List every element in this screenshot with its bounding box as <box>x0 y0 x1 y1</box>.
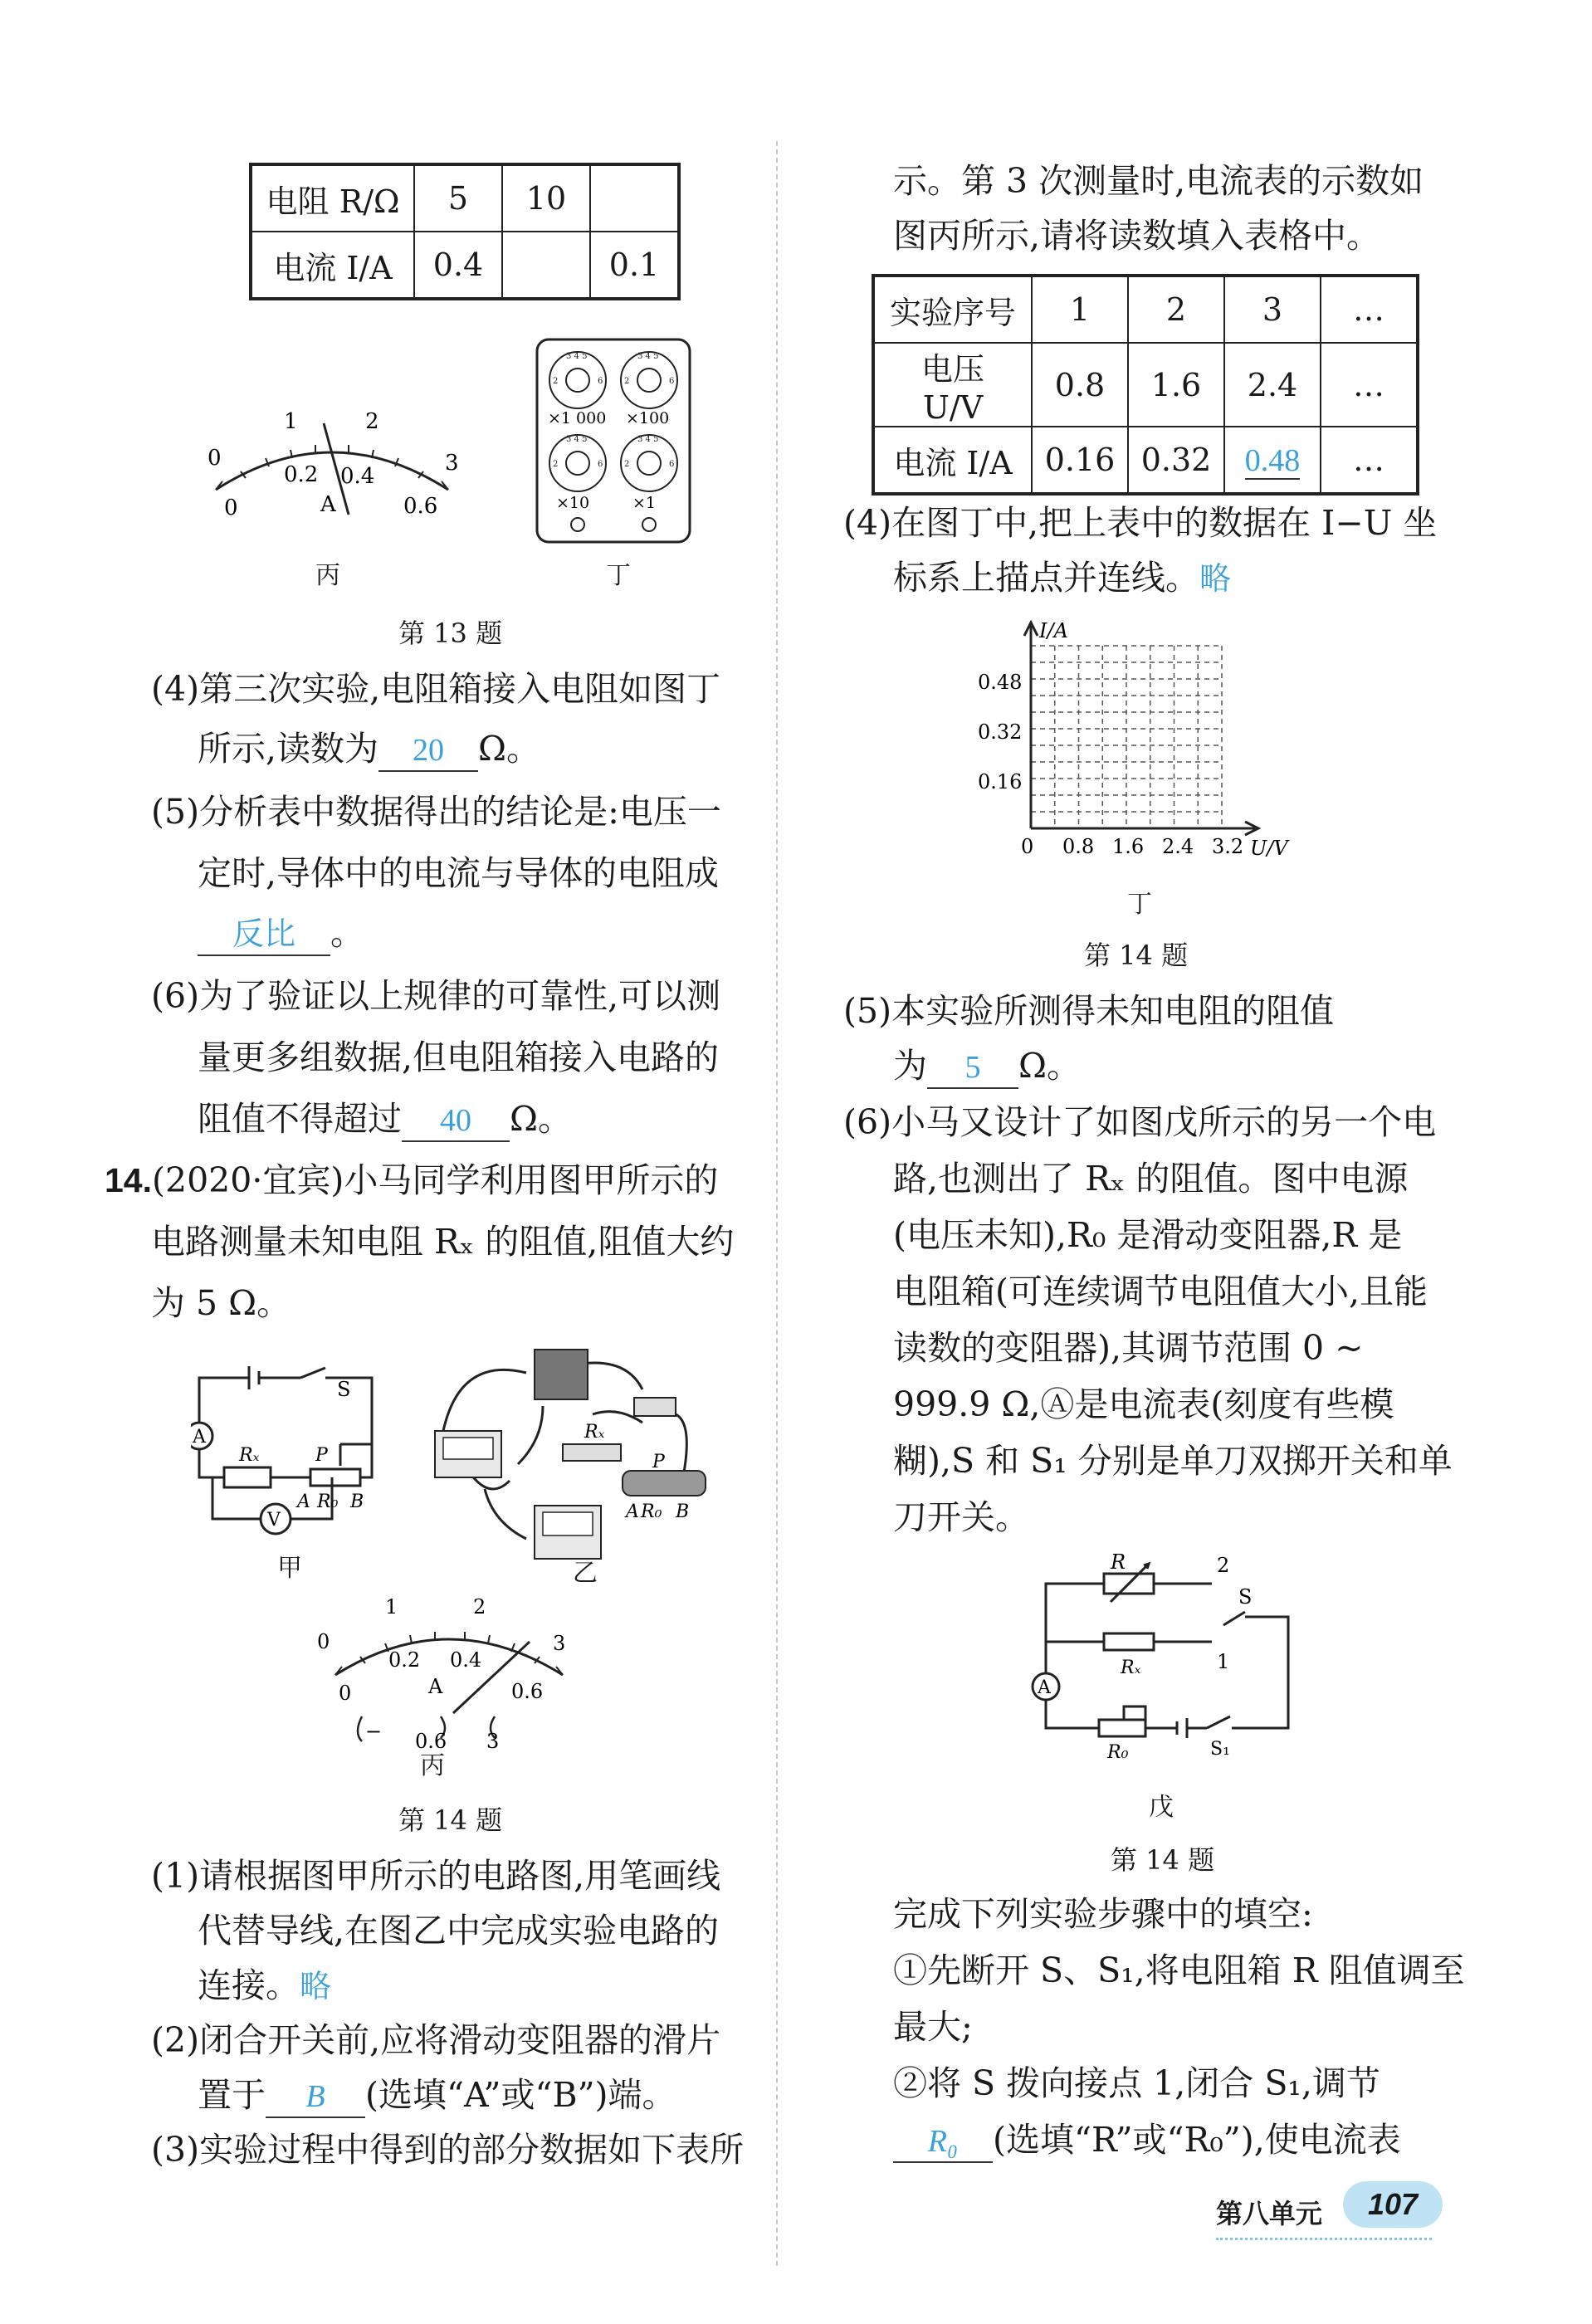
question-text: 读数的变阻器),其调节范围 0 ~ <box>893 1328 1364 1368</box>
question-text: 标系上描点并连线。 <box>893 558 1199 598</box>
tick-label: 0.32 <box>978 720 1023 744</box>
question-text: (6)为了验证以上规律的可靠性,可以测 <box>151 976 721 1016</box>
question-text: (4)第三次实验,电阻箱接入电阻如图丁 <box>151 669 721 709</box>
table-cell: 0.8 <box>1032 343 1128 427</box>
question-text: 量更多组数据,但电阻箱接入电路的 <box>198 1038 720 1077</box>
question-text: 阻值不得超过 <box>198 1099 402 1139</box>
apparatus-label: B <box>676 1501 690 1522</box>
apparatus-label: P <box>652 1452 665 1472</box>
question-text: 为 <box>893 1046 927 1086</box>
question-text: (6)小马又设计了如图戊所示的另一个电 <box>843 1102 1437 1142</box>
circuit-label: A <box>1038 1677 1051 1698</box>
multiplier-label: ×1 <box>632 494 657 512</box>
question-text: Ω。 <box>510 1099 572 1139</box>
table-cell: … <box>1321 276 1418 343</box>
circuit-diagram-jia <box>191 1353 398 1536</box>
table-cell: 电阻 R/Ω <box>251 164 414 232</box>
tick-label: 2.4 <box>1162 835 1194 858</box>
circuit-label: S₁ <box>1210 1739 1230 1760</box>
table-row <box>251 232 679 299</box>
question-text: 刀开关。 <box>893 1497 1029 1537</box>
answer-text: 略 <box>300 1970 332 2004</box>
multiplier-label: ×1 000 <box>548 409 607 427</box>
svg-text:6: 6 <box>598 460 603 469</box>
table-cell: 5 <box>414 164 502 232</box>
table-cell <box>590 164 679 232</box>
circuit-label: B <box>350 1492 364 1512</box>
svg-text:3 4 5: 3 4 5 <box>637 352 659 361</box>
unit-label: A <box>428 1675 443 1698</box>
tick-label: 0.4 <box>450 1648 482 1672</box>
table-cell: 1.6 <box>1128 343 1224 427</box>
table-cell: 2.4 <box>1224 343 1321 427</box>
answer-text: 略 <box>1199 562 1232 597</box>
svg-text:2: 2 <box>624 377 630 386</box>
figure-caption: 乙 <box>573 1559 598 1588</box>
table-cell: 3 <box>1224 276 1321 343</box>
table-cell: 实验序号 <box>873 276 1032 343</box>
multiplier-label: ×100 <box>626 409 670 427</box>
circuit-label: V <box>267 1510 281 1531</box>
circuit-label: P <box>315 1445 328 1466</box>
circuit-label: R₀ <box>1107 1742 1129 1760</box>
svg-text:2: 2 <box>553 460 559 469</box>
question-text: 置于 <box>198 2075 266 2115</box>
table-cell: … <box>1321 427 1418 494</box>
tick-label: 1.6 <box>1112 835 1145 858</box>
question-text: (2020·宜宾)小马同学利用图甲所示的 <box>152 1160 719 1200</box>
answer-blank: R₀ <box>893 2123 993 2163</box>
table-cell: 2 <box>1128 276 1224 343</box>
tick-label: 0 <box>1021 835 1034 858</box>
question-line <box>893 1046 1081 1089</box>
svg-text:3 4 5: 3 4 5 <box>566 435 588 444</box>
ammeter-figure-13 <box>191 398 473 564</box>
table-cell: 0.1 <box>590 232 679 299</box>
apparatus-label: Rₓ <box>584 1422 605 1443</box>
question-line <box>198 913 364 956</box>
tick-label: 0.2 <box>284 462 319 487</box>
question-text: 糊),S 和 S₁ 分别是单刀双掷开关和单 <box>893 1441 1453 1481</box>
ammeter-figure-14 <box>312 1584 586 1766</box>
apparatus-figure-yi <box>427 1340 717 1580</box>
table-cell <box>1224 427 1321 494</box>
axis-label: I/A <box>1039 619 1068 642</box>
terminal-label: 0.6 <box>415 1730 447 1753</box>
question-text: 。 <box>330 913 364 953</box>
page-number: 107 <box>1343 2181 1443 2228</box>
question-text: (电压未知),R₀ 是滑动变阻器,R 是 <box>893 1215 1403 1255</box>
question-number: 14. <box>105 1161 152 1199</box>
question-line <box>105 1160 718 1201</box>
tick-label: 0 <box>224 496 238 520</box>
question-text: (1)请根据图甲所示的电路图,用笔画线 <box>151 1856 721 1896</box>
question-text: ①先断开 S、S₁,将电阻箱 R 阻值调至 <box>893 1950 1465 1990</box>
table-row <box>873 427 1418 494</box>
table-row <box>873 343 1418 427</box>
question-text: 为 5 Ω。 <box>151 1283 291 1323</box>
table-cell: 0.4 <box>414 232 502 299</box>
svg-text:6: 6 <box>669 460 675 469</box>
answer-blank: 反比 <box>198 916 330 956</box>
question-line <box>893 2120 1401 2163</box>
resistance-box-figure <box>535 337 692 544</box>
tick-label: 0.16 <box>978 770 1023 793</box>
tick-label: 0.48 <box>978 671 1023 694</box>
question-text: 连接。 <box>198 1965 300 2005</box>
question-text: (5)本实验所测得未知电阻的阻值 <box>843 991 1335 1031</box>
svg-text:3 4 5: 3 4 5 <box>566 352 588 361</box>
tick-label: 3 <box>445 451 459 476</box>
figure-title: 第 13 题 <box>398 618 503 649</box>
circuit-label: R <box>1111 1550 1126 1574</box>
circuit-label: Rₓ <box>1121 1658 1141 1678</box>
question-text: (选填“A”或“B”)端。 <box>365 2075 676 2115</box>
figure-caption: 甲 <box>277 1554 302 1583</box>
svg-text:6: 6 <box>598 377 603 386</box>
figure-caption: 丙 <box>315 561 340 590</box>
tick-label: 0.2 <box>388 1648 421 1672</box>
svg-text:3 4 5: 3 4 5 <box>637 435 659 444</box>
table-cell: 10 <box>502 164 590 232</box>
tick-label: 0 <box>317 1630 330 1653</box>
tick-label: 3 <box>553 1632 566 1655</box>
terminal-label: − <box>365 1720 383 1743</box>
question-text: (2)闭合开关前,应将滑动变阻器的滑片 <box>151 2020 721 2060</box>
question-line <box>198 729 540 772</box>
tick-label: 2 <box>365 409 379 434</box>
axis-label: U/V <box>1250 837 1288 860</box>
tick-label: 0.6 <box>511 1680 544 1703</box>
question-line <box>198 2075 676 2118</box>
circuit-label: A <box>297 1492 310 1512</box>
question-text: 电阻箱(可连续调节电阻值大小,且能 <box>893 1272 1428 1311</box>
table-cell: 0.32 <box>1128 427 1224 494</box>
answer-blank: 0.48 <box>1244 442 1301 478</box>
question-text: 999.9 Ω,Ⓐ是电流表(刻度有些模 <box>893 1384 1394 1424</box>
table-row <box>251 164 679 232</box>
question-text: Ω。 <box>1018 1046 1081 1086</box>
question-text: 最大; <box>893 2007 973 2047</box>
figure-title: 第 14 题 <box>398 1804 503 1836</box>
question-text: (4)在图丁中,把上表中的数据在 I−U 坐 <box>843 503 1438 543</box>
tick-label: 0 <box>339 1682 352 1705</box>
footer-dots <box>1216 2238 1432 2240</box>
table-cell: 1 <box>1032 276 1128 343</box>
figure-title: 第 14 题 <box>1111 1844 1215 1876</box>
answer-blank: 40 <box>402 1102 510 1142</box>
circuit-label: S <box>1238 1585 1253 1609</box>
question-text: 电路测量未知电阻 Rₓ 的阻值,阻值大约 <box>151 1222 735 1262</box>
column-divider <box>776 141 778 2266</box>
table-cell: 电压 U/V <box>873 343 1032 427</box>
question-line <box>893 558 1231 599</box>
circuit-label: 2 <box>1217 1554 1230 1577</box>
figure-caption: 丙 <box>420 1751 445 1780</box>
apparatus-label: R₀ <box>641 1501 662 1522</box>
multiplier-label: ×10 <box>556 494 590 512</box>
tick-label: 3.2 <box>1212 835 1244 858</box>
circuit-label: R₀ <box>317 1492 339 1512</box>
table-cell: 电流 I/A <box>873 427 1032 494</box>
svg-text:2: 2 <box>624 460 630 469</box>
figure-caption: 丁 <box>1127 890 1152 919</box>
question-line <box>198 1965 331 2007</box>
circuit-label: S <box>337 1378 351 1401</box>
question-text: (3)实验过程中得到的部分数据如下表所 <box>151 2130 745 2170</box>
question-text: 图丙所示,请将读数填入表格中。 <box>893 216 1381 256</box>
question-text: (5)分析表中数据得出的结论是:电压一 <box>151 792 721 832</box>
figure-title: 第 14 题 <box>1084 940 1189 971</box>
question-text: 完成下列实验步骤中的填空: <box>893 1894 1313 1934</box>
table-cell: 0.16 <box>1032 427 1128 494</box>
unit-title: 第八单元 <box>1216 2198 1323 2229</box>
tick-label: 1 <box>385 1595 398 1618</box>
answer-blank: 5 <box>927 1049 1018 1089</box>
question-text: Ω。 <box>478 729 541 769</box>
q14-data-table <box>872 274 1419 496</box>
question-text: 定时,导体中的电流与导体的电阻成 <box>198 853 720 893</box>
tick-label: 1 <box>284 409 298 434</box>
table-cell <box>502 232 590 299</box>
figure-caption: 丁 <box>606 561 631 590</box>
circuit-diagram-wu <box>1021 1544 1320 1760</box>
table-row <box>873 276 1418 343</box>
question-text: 所示,读数为 <box>198 729 379 769</box>
question-text: (选填“R”或“R₀”),使电流表 <box>993 2120 1401 2160</box>
iu-graph <box>963 614 1311 880</box>
svg-text:6: 6 <box>669 377 675 386</box>
question-text: ②将 S 拨向接点 1,闭合 S₁,调节 <box>893 2063 1380 2103</box>
svg-text:2: 2 <box>553 377 559 386</box>
question-text: 代替导线,在图乙中完成实验电路的 <box>198 1911 720 1950</box>
terminal-label: 3 <box>486 1730 500 1753</box>
answer-blank: B <box>266 2078 365 2118</box>
apparatus-label: A <box>626 1501 639 1522</box>
tick-label: 0 <box>208 446 222 471</box>
table-cell: 电流 I/A <box>251 232 414 299</box>
tick-label: 0.4 <box>340 464 375 489</box>
q13-data-table <box>249 163 681 300</box>
tick-label: 0.8 <box>1062 835 1095 858</box>
figure-caption: 戊 <box>1149 1793 1174 1822</box>
unit-label: A <box>320 492 336 517</box>
tick-label: 0.6 <box>403 494 438 519</box>
question-line <box>198 1099 572 1142</box>
answer-blank: 20 <box>378 732 478 772</box>
circuit-label: Rₓ <box>239 1445 260 1466</box>
question-text: 示。第 3 次测量时,电流表的示数如 <box>893 161 1424 201</box>
question-text: 路,也测出了 Rₓ 的阻值。图中电源 <box>893 1159 1409 1199</box>
circuit-label: A <box>193 1427 206 1448</box>
circuit-label: 1 <box>1217 1650 1230 1673</box>
tick-label: 2 <box>473 1595 486 1618</box>
table-cell: … <box>1321 343 1418 427</box>
